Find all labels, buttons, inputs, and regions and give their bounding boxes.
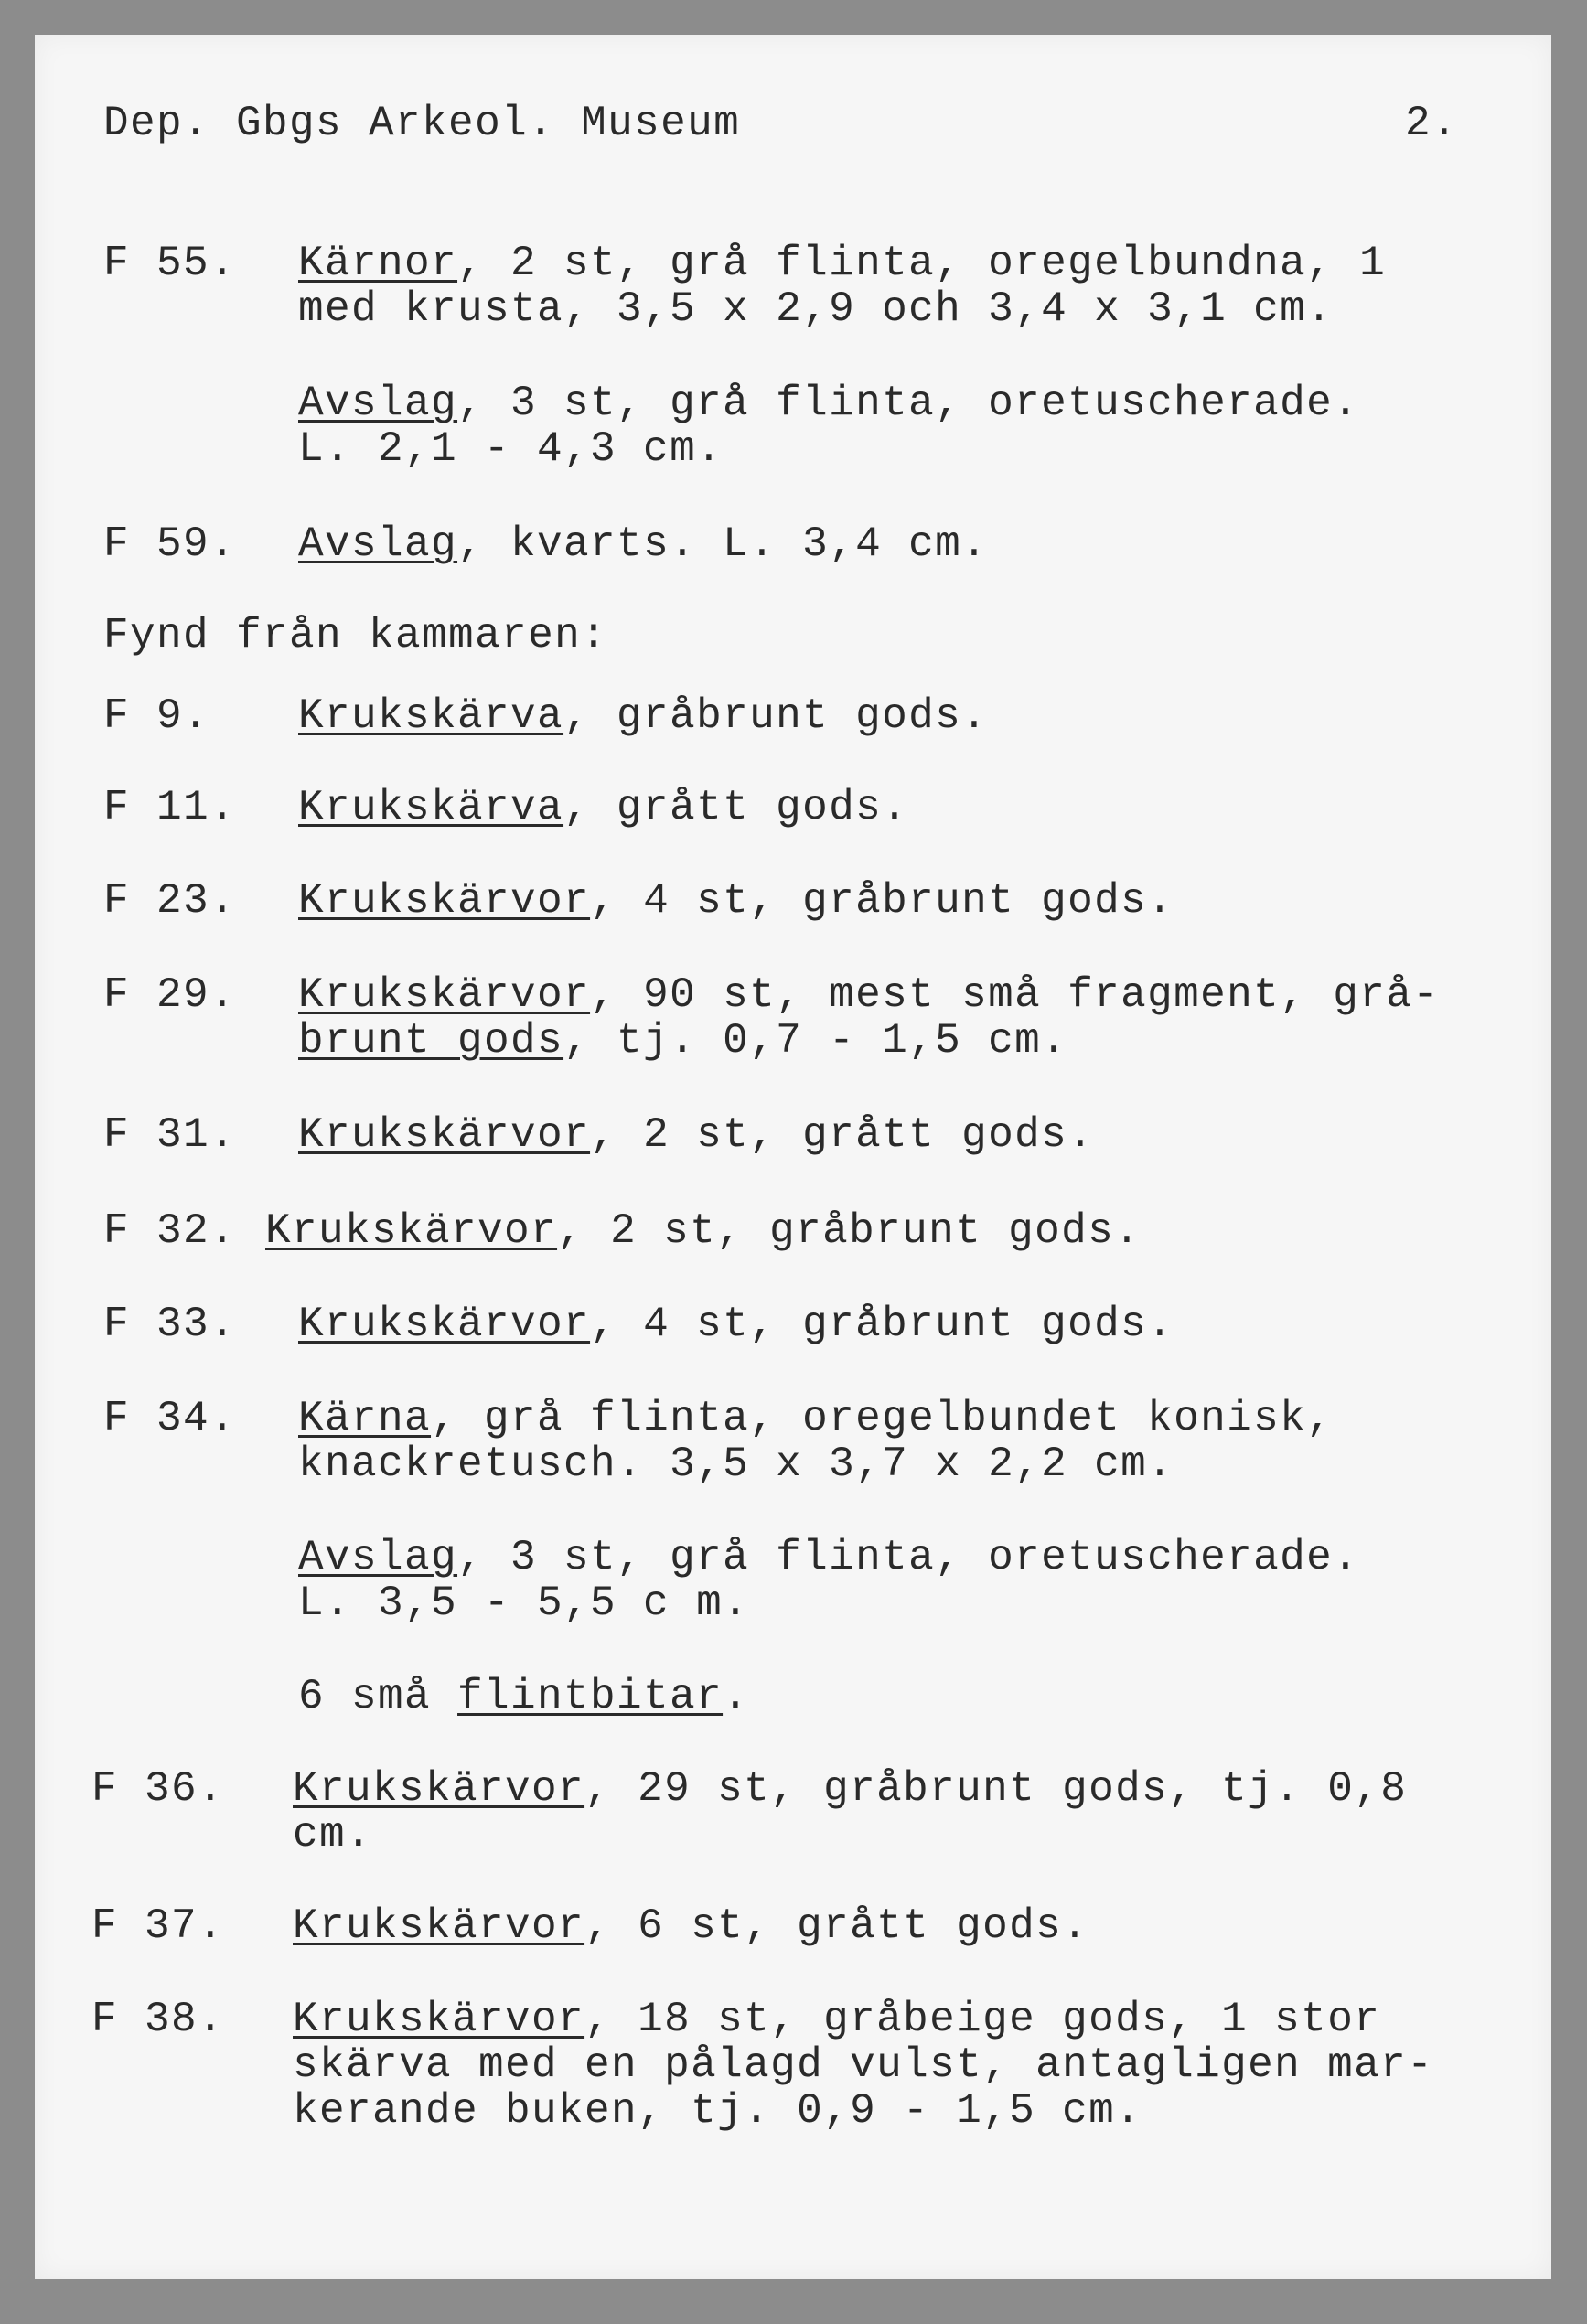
entry-term: Krukskärvor [293, 1765, 585, 1813]
entry-text: , 2 st, gråbrunt gods. [557, 1207, 1142, 1255]
entry-line [298, 693, 988, 739]
entry-term: Krukskärvor [293, 1996, 585, 2043]
entry-term: Avslag [298, 1534, 458, 1581]
entry-line [298, 1535, 1359, 1580]
entry-text: , grå flinta, oregelbundet konisk, [431, 1395, 1334, 1442]
entry-number: F 59. [103, 520, 237, 568]
entry-term: Krukskärva [298, 692, 564, 740]
entry-line [298, 785, 908, 830]
entry-text: . [723, 1673, 750, 1720]
entry-text: , 3 st, grå flinta, oretuscherade. [457, 380, 1360, 427]
entry-text: , tj. 0,7 - 1,5 cm. [563, 1017, 1068, 1065]
entry-line [298, 1396, 1333, 1441]
entry-term: brunt gods [298, 1017, 564, 1065]
entry-term: Kärna [298, 1395, 432, 1442]
entry-number: F 31. [103, 1111, 237, 1159]
entry-number: F 55. [103, 240, 237, 287]
entry-continuation: L. 3,5 - 5,5 c m. [298, 1580, 750, 1627]
entry-text: , gråbrunt gods. [563, 692, 989, 740]
entry-line [298, 1674, 749, 1719]
entry-continuation: kerande buken, tj. 0,9 - 1,5 cm. [293, 2087, 1142, 2135]
entry-text: , 18 st, gråbeige gods, 1 stor [584, 1996, 1381, 2043]
entry-number: F 38. [91, 1996, 225, 2043]
entry-term: Krukskärvor [298, 877, 591, 925]
entry-term: Krukskärvor [298, 1301, 591, 1348]
entry-text: , 3 st, grå flinta, oretuscherade. [457, 1534, 1360, 1581]
page-number: 2. [1405, 100, 1459, 147]
entry-term: Krukskärvor [293, 1902, 585, 1950]
entry-text: , 2 st, grå flinta, oregelbundna, 1 [457, 240, 1387, 287]
entry-term: Kärnor [298, 240, 458, 287]
entry-continuation: skärva med en pålagd vulst, antagligen mar- [293, 2041, 1434, 2089]
entry-line [298, 521, 988, 567]
header-title: Dep. Gbgs Arkeol. Museum [103, 100, 741, 147]
section-heading: Fynd från kammaren: [103, 612, 608, 659]
entry-text: , 29 st, gråbrunt gods, tj. 0,8 [584, 1765, 1408, 1813]
entry-number: F 29. [103, 971, 237, 1019]
entry-number: F 36. [91, 1765, 225, 1813]
entry-continuation: L. 2,1 - 4,3 cm. [298, 425, 724, 473]
entry-line [293, 1997, 1380, 2042]
entry-term: Krukskärvor [298, 1111, 591, 1159]
entry-line [298, 1301, 1174, 1347]
entry-text: , 6 st, grått gods. [584, 1902, 1089, 1950]
entry-term: Avslag [298, 520, 458, 568]
entry-text: , 2 st, grått gods. [590, 1111, 1095, 1159]
entry-prefix: 6 små [298, 1673, 458, 1720]
entry-line [265, 1208, 1141, 1254]
entry-number: F 11. [103, 784, 237, 831]
entry-line [298, 380, 1359, 426]
entry-text: , 4 st, gråbrunt gods. [590, 1301, 1174, 1348]
entry-number: F 9. [103, 692, 210, 740]
entry-text: , grått gods. [563, 784, 909, 831]
entry-term: Krukskärvor [298, 971, 591, 1019]
entry-number: F 33. [103, 1301, 237, 1348]
entry-line [298, 972, 1439, 1018]
entry-line [298, 241, 1386, 286]
entry-line [298, 1112, 1094, 1158]
entry-line [293, 1766, 1407, 1812]
entry-number: F 34. [103, 1395, 237, 1442]
entry-line [293, 1903, 1088, 1949]
entry-continuation: med krusta, 3,5 x 2,9 och 3,4 x 3,1 cm. [298, 285, 1334, 333]
entry-number: F 23. [103, 877, 237, 925]
entry-term: Krukskärvor [265, 1207, 558, 1255]
entry-line [298, 878, 1174, 924]
entry-text: , 4 st, gråbrunt gods. [590, 877, 1174, 925]
index-card [35, 35, 1551, 2279]
entry-term: flintbitar [457, 1673, 724, 1720]
entry-term: Krukskärva [298, 784, 564, 831]
entry-text: , kvarts. L. 3,4 cm. [457, 520, 989, 568]
entry-term: Avslag [298, 380, 458, 427]
entry-continuation [298, 1018, 1067, 1064]
entry-continuation: knackretusch. 3,5 x 3,7 x 2,2 cm. [298, 1440, 1174, 1488]
entry-number: F 32. [103, 1207, 237, 1255]
entry-text: , 90 st, mest små fragment, grå- [590, 971, 1440, 1019]
entry-number: F 37. [91, 1902, 225, 1950]
entry-continuation: cm. [293, 1811, 373, 1858]
